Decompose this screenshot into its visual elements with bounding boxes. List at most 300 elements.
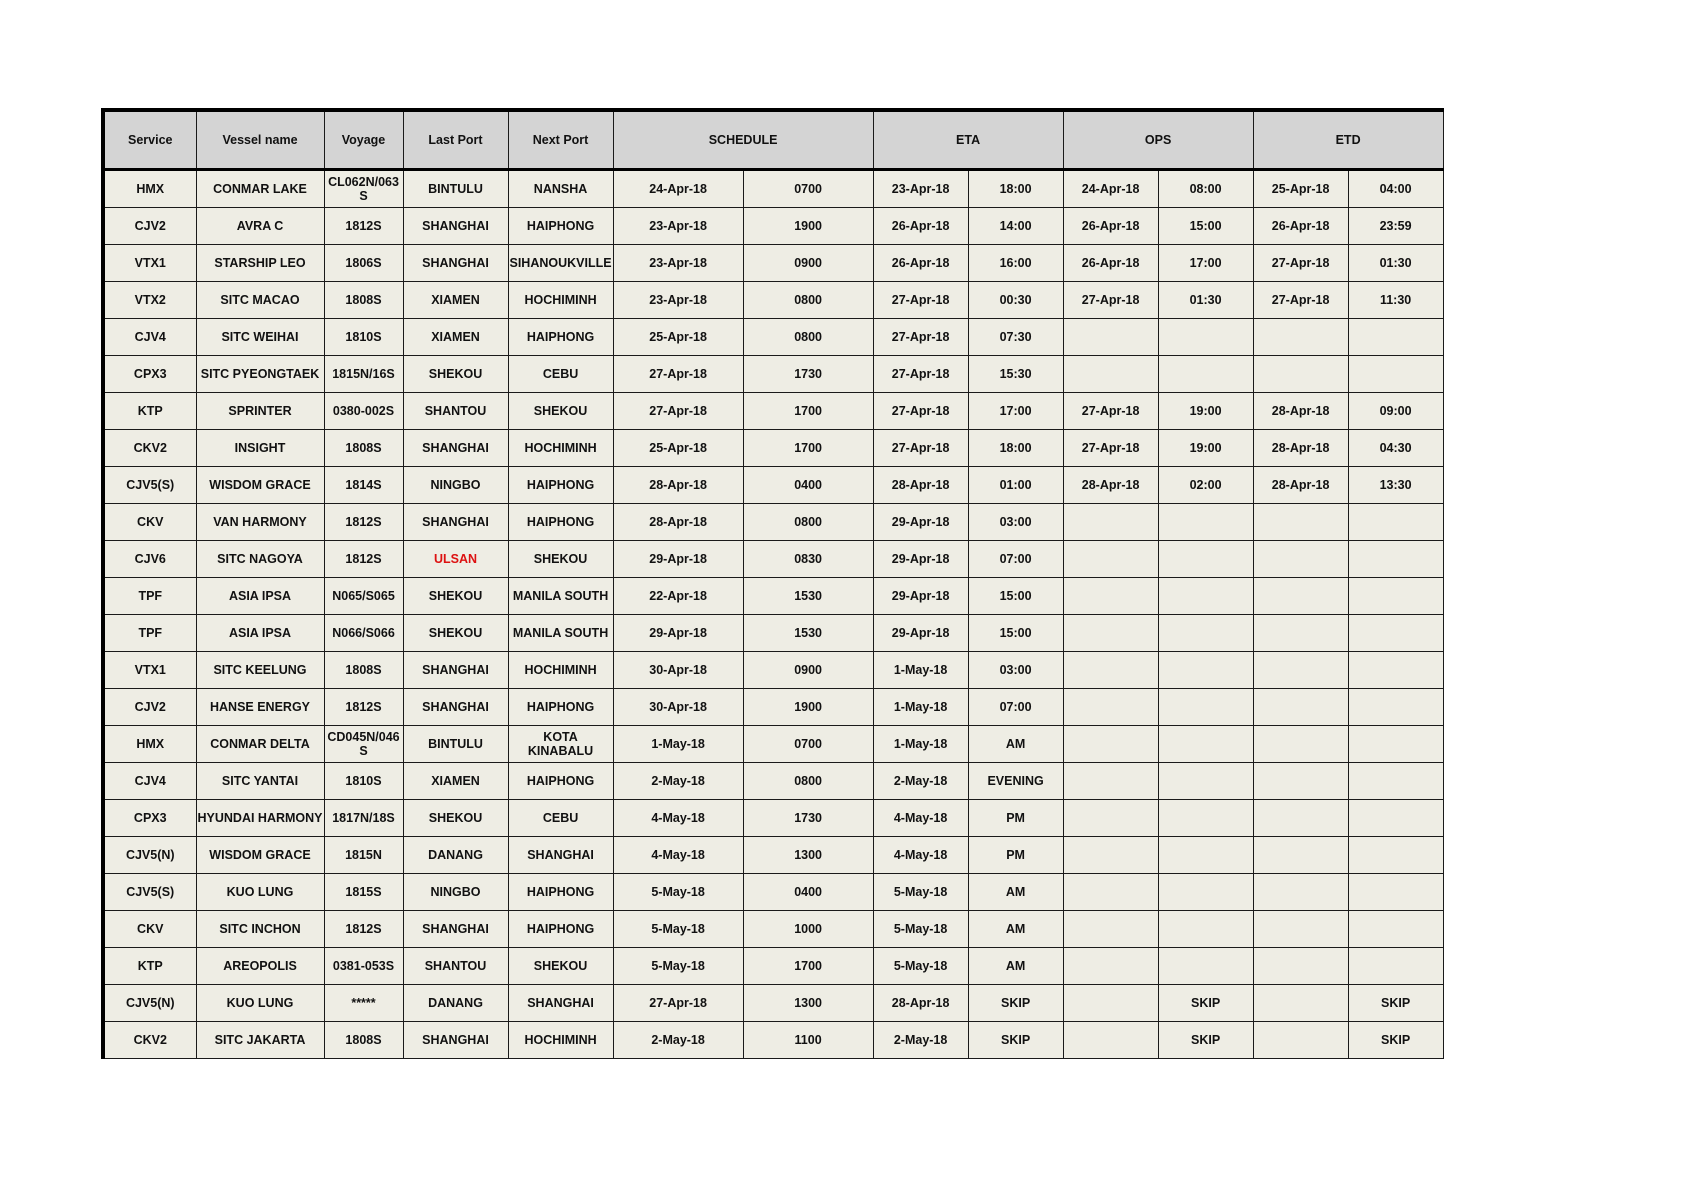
etd-date-cell [1253,504,1348,541]
next-port-cell: HAIPHONG [508,763,613,800]
schedule-time-cell: 1700 [743,948,873,985]
schedule-time-cell: 1900 [743,208,873,245]
vessel-name-cell: ASIA IPSA [196,615,324,652]
etd-date-cell: 27-Apr-18 [1253,282,1348,319]
last-port-cell: BINTULU [403,726,508,763]
ops-time-cell [1158,356,1253,393]
voyage-cell: 1815N [324,837,403,874]
last-port-cell: BINTULU [403,170,508,208]
table-row [103,985,1443,1022]
vessel-name-cell: SITC INCHON [196,911,324,948]
schedule-date-cell: 25-Apr-18 [613,319,743,356]
voyage-cell: 1806S [324,245,403,282]
next-port-cell: HAIPHONG [508,874,613,911]
eta-time-cell: AM [968,874,1063,911]
schedule-time-cell: 1730 [743,356,873,393]
schedule-date-cell: 23-Apr-18 [613,208,743,245]
etd-time-cell: 13:30 [1348,467,1443,504]
service-cell: CKV [103,504,196,541]
etd-time-cell: 23:59 [1348,208,1443,245]
voyage-cell: 0381-053S [324,948,403,985]
service-cell: CJV4 [103,763,196,800]
schedule-time-cell: 1100 [743,1022,873,1059]
ops-time-cell: 17:00 [1158,245,1253,282]
header-service: Service [103,110,196,170]
etd-date-cell [1253,541,1348,578]
schedule-time-cell: 1530 [743,578,873,615]
eta-date-cell: 1-May-18 [873,726,968,763]
service-cell: CJV2 [103,689,196,726]
eta-date-cell: 26-Apr-18 [873,245,968,282]
etd-time-cell: 11:30 [1348,282,1443,319]
etd-date-cell: 26-Apr-18 [1253,208,1348,245]
next-port-cell: HOCHIMINH [508,1022,613,1059]
vessel-name-cell: KUO LUNG [196,985,324,1022]
table-row [103,800,1443,837]
schedule-date-cell: 25-Apr-18 [613,430,743,467]
service-cell: CJV6 [103,541,196,578]
eta-date-cell: 23-Apr-18 [873,170,968,208]
etd-date-cell [1253,319,1348,356]
service-cell: KTP [103,948,196,985]
eta-time-cell: 18:00 [968,170,1063,208]
eta-time-cell: 00:30 [968,282,1063,319]
ops-time-cell [1158,911,1253,948]
voyage-cell: 1815N/16S [324,356,403,393]
last-port-cell: SHEKOU [403,578,508,615]
eta-time-cell: AM [968,726,1063,763]
table-row [103,319,1443,356]
eta-date-cell: 5-May-18 [873,874,968,911]
header-schedule: SCHEDULE [613,110,873,170]
schedule-time-cell: 0800 [743,282,873,319]
ops-time-cell [1158,615,1253,652]
etd-date-cell: 28-Apr-18 [1253,393,1348,430]
schedule-date-cell: 29-Apr-18 [613,541,743,578]
etd-time-cell: 04:30 [1348,430,1443,467]
eta-time-cell: AM [968,948,1063,985]
last-port-cell: NINGBO [403,874,508,911]
etd-date-cell [1253,652,1348,689]
last-port-cell: XIAMEN [403,763,508,800]
eta-time-cell: EVENING [968,763,1063,800]
etd-time-cell: 09:00 [1348,393,1443,430]
next-port-cell: CEBU [508,356,613,393]
schedule-time-cell: 0800 [743,504,873,541]
eta-date-cell: 27-Apr-18 [873,282,968,319]
schedule-time-cell: 1730 [743,800,873,837]
voyage-cell: N066/S066 [324,615,403,652]
ops-date-cell [1063,985,1158,1022]
service-cell: HMX [103,726,196,763]
ops-time-cell [1158,689,1253,726]
next-port-cell: SHANGHAI [508,837,613,874]
eta-date-cell: 5-May-18 [873,948,968,985]
etd-time-cell [1348,837,1443,874]
vessel-name-cell: HYUNDAI HARMONY [196,800,324,837]
service-cell: CJV4 [103,319,196,356]
last-port-cell: DANANG [403,837,508,874]
ops-time-cell [1158,578,1253,615]
vessel-name-cell: WISDOM GRACE [196,837,324,874]
service-cell: CJV2 [103,208,196,245]
ops-date-cell: 28-Apr-18 [1063,467,1158,504]
service-cell: CKV2 [103,1022,196,1059]
schedule-date-cell: 22-Apr-18 [613,578,743,615]
ops-time-cell [1158,652,1253,689]
table-row [103,726,1443,763]
last-port-cell: SHEKOU [403,356,508,393]
service-cell: CKV [103,911,196,948]
last-port-cell: SHEKOU [403,615,508,652]
ops-date-cell [1063,800,1158,837]
header-eta: ETA [873,110,1063,170]
next-port-cell: HOCHIMINH [508,652,613,689]
table-row [103,948,1443,985]
eta-date-cell: 27-Apr-18 [873,319,968,356]
table-row [103,245,1443,282]
schedule-date-cell: 23-Apr-18 [613,245,743,282]
last-port-cell: SHANTOU [403,948,508,985]
ops-date-cell [1063,726,1158,763]
ops-date-cell [1063,948,1158,985]
schedule-date-cell: 30-Apr-18 [613,689,743,726]
schedule-time-cell: 0400 [743,467,873,504]
voyage-cell: 1808S [324,1022,403,1059]
ops-date-cell [1063,874,1158,911]
etd-time-cell [1348,800,1443,837]
etd-date-cell [1253,356,1348,393]
last-port-cell: DANANG [403,985,508,1022]
etd-date-cell [1253,837,1348,874]
ops-date-cell [1063,652,1158,689]
next-port-cell: CEBU [508,800,613,837]
last-port-cell: SHANGHAI [403,689,508,726]
table-row [103,208,1443,245]
last-port-cell: SHANGHAI [403,1022,508,1059]
eta-date-cell: 29-Apr-18 [873,578,968,615]
header-etd: ETD [1253,110,1443,170]
last-port-cell: SHANTOU [403,393,508,430]
table-row [103,430,1443,467]
schedule-time-cell: 0700 [743,726,873,763]
service-cell: VTX2 [103,282,196,319]
vessel-name-cell: STARSHIP LEO [196,245,324,282]
etd-time-cell [1348,578,1443,615]
etd-time-cell [1348,726,1443,763]
schedule-date-cell: 29-Apr-18 [613,615,743,652]
schedule-date-cell: 4-May-18 [613,800,743,837]
vessel-name-cell: SITC JAKARTA [196,1022,324,1059]
voyage-cell: 1812S [324,541,403,578]
table-row [103,837,1443,874]
vessel-name-cell: CONMAR LAKE [196,170,324,208]
table-row [103,170,1443,208]
etd-time-cell [1348,652,1443,689]
schedule-time-cell: 1700 [743,430,873,467]
next-port-cell: SHEKOU [508,541,613,578]
eta-date-cell: 29-Apr-18 [873,541,968,578]
etd-time-cell [1348,874,1443,911]
ops-time-cell [1158,837,1253,874]
voyage-cell: 1815S [324,874,403,911]
ops-date-cell [1063,837,1158,874]
etd-date-cell [1253,874,1348,911]
next-port-cell: HAIPHONG [508,467,613,504]
next-port-cell: HAIPHONG [508,504,613,541]
schedule-date-cell: 2-May-18 [613,763,743,800]
last-port-cell: XIAMEN [403,282,508,319]
header-ops: OPS [1063,110,1253,170]
table-row [103,282,1443,319]
eta-time-cell: 14:00 [968,208,1063,245]
ops-time-cell [1158,874,1253,911]
next-port-cell: HAIPHONG [508,911,613,948]
ops-date-cell [1063,504,1158,541]
eta-date-cell: 26-Apr-18 [873,208,968,245]
voyage-cell: 0380-002S [324,393,403,430]
service-cell: CJV5(S) [103,874,196,911]
service-cell: CJV5(S) [103,467,196,504]
header-last-port: Last Port [403,110,508,170]
schedule-time-cell: 0700 [743,170,873,208]
eta-date-cell: 5-May-18 [873,911,968,948]
eta-date-cell: 27-Apr-18 [873,430,968,467]
table-row [103,356,1443,393]
ops-time-cell: 08:00 [1158,170,1253,208]
service-cell: TPF [103,578,196,615]
eta-time-cell: 15:30 [968,356,1063,393]
last-port-cell: SHEKOU [403,800,508,837]
ops-time-cell: 02:00 [1158,467,1253,504]
service-cell: CKV2 [103,430,196,467]
next-port-cell: HAIPHONG [508,689,613,726]
eta-date-cell: 4-May-18 [873,800,968,837]
table-row [103,874,1443,911]
etd-date-cell [1253,578,1348,615]
schedule-date-cell: 5-May-18 [613,911,743,948]
voyage-cell: 1810S [324,763,403,800]
voyage-cell: N065/S065 [324,578,403,615]
schedule-time-cell: 1300 [743,985,873,1022]
etd-date-cell: 25-Apr-18 [1253,170,1348,208]
etd-date-cell [1253,689,1348,726]
schedule-time-cell: 0830 [743,541,873,578]
ops-date-cell: 24-Apr-18 [1063,170,1158,208]
etd-time-cell [1348,615,1443,652]
schedule-date-cell: 5-May-18 [613,874,743,911]
ops-date-cell [1063,763,1158,800]
schedule-date-cell: 4-May-18 [613,837,743,874]
eta-time-cell: 18:00 [968,430,1063,467]
last-port-cell: SHANGHAI [403,652,508,689]
schedule-time-cell: 1700 [743,393,873,430]
ops-date-cell [1063,689,1158,726]
eta-time-cell: 15:00 [968,578,1063,615]
next-port-cell: HAIPHONG [508,319,613,356]
etd-date-cell [1253,726,1348,763]
etd-time-cell: 04:00 [1348,170,1443,208]
etd-time-cell [1348,689,1443,726]
next-port-cell: KOTA KINABALU [508,726,613,763]
eta-time-cell: 01:00 [968,467,1063,504]
vessel-name-cell: ASIA IPSA [196,578,324,615]
vessel-name-cell: SITC NAGOYA [196,541,324,578]
schedule-time-cell: 1300 [743,837,873,874]
ops-time-cell: SKIP [1158,1022,1253,1059]
vessel-name-cell: SITC KEELUNG [196,652,324,689]
service-cell: CPX3 [103,356,196,393]
service-cell: TPF [103,615,196,652]
eta-time-cell: 16:00 [968,245,1063,282]
voyage-cell: 1808S [324,282,403,319]
next-port-cell: HAIPHONG [508,208,613,245]
schedule-date-cell: 1-May-18 [613,726,743,763]
ops-date-cell [1063,911,1158,948]
eta-time-cell: SKIP [968,985,1063,1022]
eta-date-cell: 4-May-18 [873,837,968,874]
voyage-cell: 1812S [324,689,403,726]
service-cell: KTP [103,393,196,430]
etd-date-cell [1253,615,1348,652]
eta-time-cell: 07:30 [968,319,1063,356]
last-port-cell: SHANGHAI [403,208,508,245]
vessel-name-cell: INSIGHT [196,430,324,467]
etd-date-cell [1253,948,1348,985]
last-port-cell: SHANGHAI [403,911,508,948]
etd-date-cell: 28-Apr-18 [1253,430,1348,467]
eta-time-cell: 17:00 [968,393,1063,430]
ops-time-cell: 01:30 [1158,282,1253,319]
next-port-cell: MANILA SOUTH [508,578,613,615]
vessel-name-cell: SITC WEIHAI [196,319,324,356]
ops-time-cell [1158,763,1253,800]
schedule-time-cell: 0900 [743,245,873,282]
vessel-name-cell: HANSE ENERGY [196,689,324,726]
eta-time-cell: AM [968,911,1063,948]
schedule-time-cell: 0400 [743,874,873,911]
voyage-cell: 1812S [324,504,403,541]
voyage-cell: 1808S [324,430,403,467]
last-port-cell: SHANGHAI [403,504,508,541]
eta-date-cell: 2-May-18 [873,763,968,800]
voyage-cell: CD045N/046 S [324,726,403,763]
eta-date-cell: 1-May-18 [873,689,968,726]
last-port-cell: NINGBO [403,467,508,504]
vessel-name-cell: SITC MACAO [196,282,324,319]
last-port-cell: SHANGHAI [403,430,508,467]
etd-time-cell [1348,911,1443,948]
schedule-date-cell: 23-Apr-18 [613,282,743,319]
next-port-cell: MANILA SOUTH [508,615,613,652]
ops-time-cell [1158,541,1253,578]
next-port-cell: SHANGHAI [508,985,613,1022]
eta-date-cell: 29-Apr-18 [873,504,968,541]
eta-date-cell: 27-Apr-18 [873,356,968,393]
eta-date-cell: 28-Apr-18 [873,467,968,504]
next-port-cell: NANSHA [508,170,613,208]
vessel-name-cell: CONMAR DELTA [196,726,324,763]
voyage-cell: 1817N/18S [324,800,403,837]
ops-date-cell: 27-Apr-18 [1063,282,1158,319]
schedule-date-cell: 27-Apr-18 [613,393,743,430]
ops-time-cell [1158,504,1253,541]
vessel-name-cell: KUO LUNG [196,874,324,911]
vessel-name-cell: SITC YANTAI [196,763,324,800]
schedule-date-cell: 27-Apr-18 [613,356,743,393]
eta-date-cell: 28-Apr-18 [873,985,968,1022]
etd-time-cell [1348,319,1443,356]
schedule-date-cell: 24-Apr-18 [613,170,743,208]
eta-time-cell: PM [968,837,1063,874]
ops-date-cell [1063,541,1158,578]
table-row [103,393,1443,430]
header-vessel-name: Vessel name [196,110,324,170]
schedule-time-cell: 1900 [743,689,873,726]
ops-date-cell: 27-Apr-18 [1063,393,1158,430]
schedule-time-cell: 0800 [743,763,873,800]
eta-time-cell: 07:00 [968,541,1063,578]
vessel-schedule-table [101,108,1444,1059]
table-row [103,578,1443,615]
next-port-cell: HOCHIMINH [508,430,613,467]
vessel-name-cell: WISDOM GRACE [196,467,324,504]
header-row [103,110,1443,170]
vessel-name-cell: SPRINTER [196,393,324,430]
service-cell: HMX [103,170,196,208]
table-row [103,763,1443,800]
eta-time-cell: PM [968,800,1063,837]
ops-time-cell [1158,319,1253,356]
service-cell: CJV5(N) [103,837,196,874]
schedule-date-cell: 27-Apr-18 [613,985,743,1022]
next-port-cell: HOCHIMINH [508,282,613,319]
etd-time-cell: 01:30 [1348,245,1443,282]
schedule-date-cell: 2-May-18 [613,1022,743,1059]
eta-date-cell: 29-Apr-18 [873,615,968,652]
eta-time-cell: 15:00 [968,615,1063,652]
next-port-cell: SHEKOU [508,948,613,985]
table-row [103,689,1443,726]
voyage-cell: ***** [324,985,403,1022]
table-row [103,911,1443,948]
table-row [103,652,1443,689]
header-voyage: Voyage [324,110,403,170]
ops-time-cell: 15:00 [1158,208,1253,245]
last-port-cell: SHANGHAI [403,245,508,282]
eta-date-cell: 2-May-18 [873,1022,968,1059]
etd-date-cell [1253,1022,1348,1059]
ops-time-cell [1158,726,1253,763]
table-body [103,170,1443,1059]
table-row [103,615,1443,652]
schedule-time-cell: 0900 [743,652,873,689]
ops-date-cell [1063,615,1158,652]
eta-time-cell: 03:00 [968,652,1063,689]
ops-date-cell [1063,319,1158,356]
etd-time-cell [1348,948,1443,985]
header-next-port: Next Port [508,110,613,170]
ops-time-cell: 19:00 [1158,393,1253,430]
etd-date-cell [1253,800,1348,837]
etd-time-cell: SKIP [1348,985,1443,1022]
schedule-time-cell: 1000 [743,911,873,948]
etd-date-cell [1253,911,1348,948]
eta-date-cell: 27-Apr-18 [873,393,968,430]
eta-time-cell: 03:00 [968,504,1063,541]
eta-date-cell: 1-May-18 [873,652,968,689]
table-row [103,504,1443,541]
